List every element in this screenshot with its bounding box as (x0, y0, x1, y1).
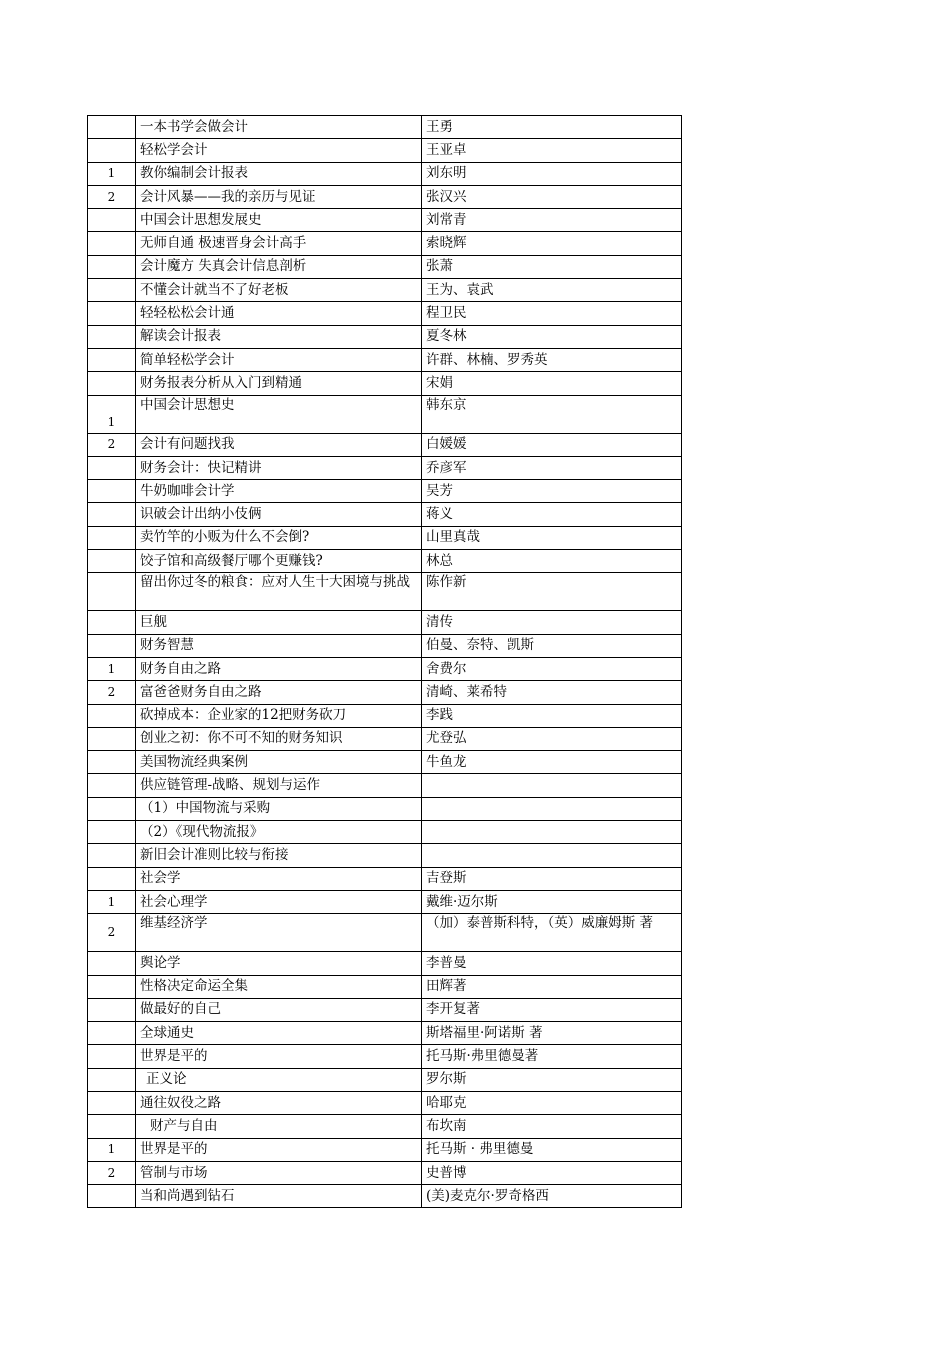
table-row (88, 232, 682, 255)
book-author (422, 821, 682, 844)
row-number (88, 302, 136, 325)
table-row (88, 573, 682, 611)
row-number (88, 844, 136, 867)
book-author: 史普博 (422, 1161, 682, 1184)
book-title: 砍掉成本：企业家的12把财务砍刀 (136, 704, 422, 727)
book-title: 财务会计：快记精讲 (136, 456, 422, 479)
book-list-body (88, 116, 682, 1208)
row-number (88, 727, 136, 750)
table-row (88, 914, 682, 952)
book-title: 财务智慧 (136, 634, 422, 657)
book-title: 饺子馆和高级餐厅哪个更赚钱? (136, 550, 422, 573)
table-row (88, 952, 682, 975)
book-title: 会计风暴——我的亲历与见证 (136, 185, 422, 208)
row-number (88, 348, 136, 371)
row-number: 1 (88, 162, 136, 185)
book-title: 新旧会计准则比较与衔接 (136, 844, 422, 867)
table-row (88, 433, 682, 456)
table-row (88, 279, 682, 302)
book-author: 吴芳 (422, 480, 682, 503)
table-row (88, 185, 682, 208)
book-author: 林总 (422, 550, 682, 573)
book-title: 正义论 (136, 1068, 422, 1091)
table-row (88, 704, 682, 727)
book-author (422, 844, 682, 867)
book-title: 通往奴役之路 (136, 1091, 422, 1114)
row-number (88, 325, 136, 348)
row-number (88, 456, 136, 479)
book-title: 全球通史 (136, 1022, 422, 1045)
book-title: 留出你过冬的粮食：应对人生十大困境与挑战 (136, 573, 422, 611)
book-title: 富爸爸财务自由之路 (136, 681, 422, 704)
table-row (88, 998, 682, 1021)
table-row (88, 255, 682, 278)
book-author: 戴维·迈尔斯 (422, 890, 682, 913)
book-author: 布坎南 (422, 1115, 682, 1138)
row-number (88, 634, 136, 657)
table-row (88, 890, 682, 913)
table-row (88, 611, 682, 634)
row-number (88, 1045, 136, 1068)
book-title: 世界是平的 (136, 1045, 422, 1068)
row-number: 2 (88, 681, 136, 704)
book-title: 世界是平的 (136, 1138, 422, 1161)
table-row (88, 302, 682, 325)
table-row (88, 162, 682, 185)
row-number (88, 774, 136, 797)
row-number (88, 704, 136, 727)
book-title: 社会学 (136, 867, 422, 890)
table-row (88, 867, 682, 890)
row-number: 2 (88, 914, 136, 952)
book-title: 舆论学 (136, 952, 422, 975)
book-author: (美)麦克尔·罗奇格西 (422, 1185, 682, 1208)
book-author: 王亚卓 (422, 139, 682, 162)
row-number (88, 1185, 136, 1208)
table-row (88, 1068, 682, 1091)
book-author: 张萧 (422, 255, 682, 278)
book-author (422, 774, 682, 797)
book-title: 财务自由之路 (136, 657, 422, 680)
book-author: 斯塔福里·阿诺斯 著 (422, 1022, 682, 1045)
table-row (88, 657, 682, 680)
table-row (88, 681, 682, 704)
book-title: 简单轻松学会计 (136, 348, 422, 371)
table-row (88, 116, 682, 139)
book-author: 李开复著 (422, 998, 682, 1021)
table-row (88, 550, 682, 573)
row-number: 2 (88, 185, 136, 208)
book-author: 伯曼、奈特、凯斯 (422, 634, 682, 657)
row-number: 1 (88, 890, 136, 913)
book-author: 王勇 (422, 116, 682, 139)
row-number: 1 (88, 395, 136, 433)
table-row (88, 774, 682, 797)
book-title: （2）《现代物流报》 (136, 821, 422, 844)
row-number (88, 372, 136, 395)
row-number (88, 209, 136, 232)
book-author: 张汉兴 (422, 185, 682, 208)
table-row (88, 1161, 682, 1184)
row-number: 2 (88, 433, 136, 456)
book-title: 教你编制会计报表 (136, 162, 422, 185)
book-author: 韩东京 (422, 395, 682, 433)
row-number: 2 (88, 1161, 136, 1184)
row-number (88, 1068, 136, 1091)
book-author: 蒋义 (422, 503, 682, 526)
book-author: 托马斯·弗里德曼著 (422, 1045, 682, 1068)
row-number (88, 139, 136, 162)
book-title: 会计魔方 失真会计信息剖析 (136, 255, 422, 278)
row-number (88, 952, 136, 975)
table-row (88, 1115, 682, 1138)
table-row (88, 209, 682, 232)
book-author: 索晓辉 (422, 232, 682, 255)
book-title: 当和尚遇到钻石 (136, 1185, 422, 1208)
book-title: 财务报表分析从入门到精通 (136, 372, 422, 395)
table-row (88, 634, 682, 657)
table-row (88, 503, 682, 526)
book-author: 清传 (422, 611, 682, 634)
row-number (88, 255, 136, 278)
row-number (88, 797, 136, 820)
book-title: 中国会计思想史 (136, 395, 422, 433)
row-number (88, 1091, 136, 1114)
table-row (88, 395, 682, 433)
row-number (88, 550, 136, 573)
book-author: 王为、袁武 (422, 279, 682, 302)
book-title: 中国会计思想发展史 (136, 209, 422, 232)
table-row (88, 844, 682, 867)
book-author: 程卫民 (422, 302, 682, 325)
table-row (88, 372, 682, 395)
table-row (88, 1091, 682, 1114)
book-author: 山里真哉 (422, 526, 682, 549)
table-row (88, 325, 682, 348)
row-number: 1 (88, 657, 136, 680)
book-title: 轻轻松松会计通 (136, 302, 422, 325)
row-number (88, 611, 136, 634)
book-title: 财产与自由 (136, 1115, 422, 1138)
book-author: 舍费尔 (422, 657, 682, 680)
row-number (88, 526, 136, 549)
book-title: 一本书学会做会计 (136, 116, 422, 139)
table-row (88, 975, 682, 998)
row-number (88, 1022, 136, 1045)
table-row (88, 1185, 682, 1208)
row-number (88, 821, 136, 844)
table-row (88, 480, 682, 503)
row-number (88, 867, 136, 890)
book-title: 不懂会计就当不了好老板 (136, 279, 422, 302)
book-author: 宋娟 (422, 372, 682, 395)
book-title: 会计有问题找我 (136, 433, 422, 456)
book-author: 罗尔斯 (422, 1068, 682, 1091)
book-author: 刘常青 (422, 209, 682, 232)
book-author: 李践 (422, 704, 682, 727)
book-author: 夏冬林 (422, 325, 682, 348)
row-number (88, 1115, 136, 1138)
book-author: （加）泰普斯科特，（英）威廉姆斯 著 (422, 914, 682, 952)
book-title: 解读会计报表 (136, 325, 422, 348)
row-number (88, 573, 136, 611)
book-author: 陈作新 (422, 573, 682, 611)
book-author: 刘东明 (422, 162, 682, 185)
book-title: （1）中国物流与采购 (136, 797, 422, 820)
book-author: 清崎、莱希特 (422, 681, 682, 704)
table-row (88, 348, 682, 371)
book-author: 乔彦军 (422, 456, 682, 479)
book-author: 许群、林楠、罗秀英 (422, 348, 682, 371)
book-author: 田辉著 (422, 975, 682, 998)
book-author: 托马斯 · 弗里德曼 (422, 1138, 682, 1161)
book-title: 管制与市场 (136, 1161, 422, 1184)
table-row (88, 1022, 682, 1045)
book-title: 牛奶咖啡会计学 (136, 480, 422, 503)
row-number (88, 975, 136, 998)
book-title: 社会心理学 (136, 890, 422, 913)
table-row (88, 526, 682, 549)
book-title: 做最好的自己 (136, 998, 422, 1021)
row-number: 1 (88, 1138, 136, 1161)
row-number (88, 116, 136, 139)
row-number (88, 232, 136, 255)
row-number (88, 279, 136, 302)
book-author: 哈耶克 (422, 1091, 682, 1114)
book-title: 性格决定命运全集 (136, 975, 422, 998)
book-title: 维基经济学 (136, 914, 422, 952)
book-title: 卖竹竿的小贩为什么不会倒? (136, 526, 422, 549)
book-title: 轻松学会计 (136, 139, 422, 162)
book-author: 尤登弘 (422, 727, 682, 750)
table-row (88, 139, 682, 162)
table-row (88, 797, 682, 820)
book-author: 吉登斯 (422, 867, 682, 890)
book-author: 牛鱼龙 (422, 751, 682, 774)
table-row (88, 456, 682, 479)
book-title: 识破会计出纳小伎俩 (136, 503, 422, 526)
book-list-table (87, 115, 682, 1208)
table-row (88, 727, 682, 750)
book-author: 白媛媛 (422, 433, 682, 456)
book-title: 创业之初：你不可不知的财务知识 (136, 727, 422, 750)
book-author: 李普曼 (422, 952, 682, 975)
row-number (88, 998, 136, 1021)
book-title: 巨舰 (136, 611, 422, 634)
table-row (88, 751, 682, 774)
row-number (88, 480, 136, 503)
table-row (88, 821, 682, 844)
book-author (422, 797, 682, 820)
book-title: 供应链管理-战略、规划与运作 (136, 774, 422, 797)
book-title: 无师自通 极速晋身会计高手 (136, 232, 422, 255)
row-number (88, 503, 136, 526)
table-row (88, 1138, 682, 1161)
book-title: 美国物流经典案例 (136, 751, 422, 774)
table-row (88, 1045, 682, 1068)
row-number (88, 751, 136, 774)
